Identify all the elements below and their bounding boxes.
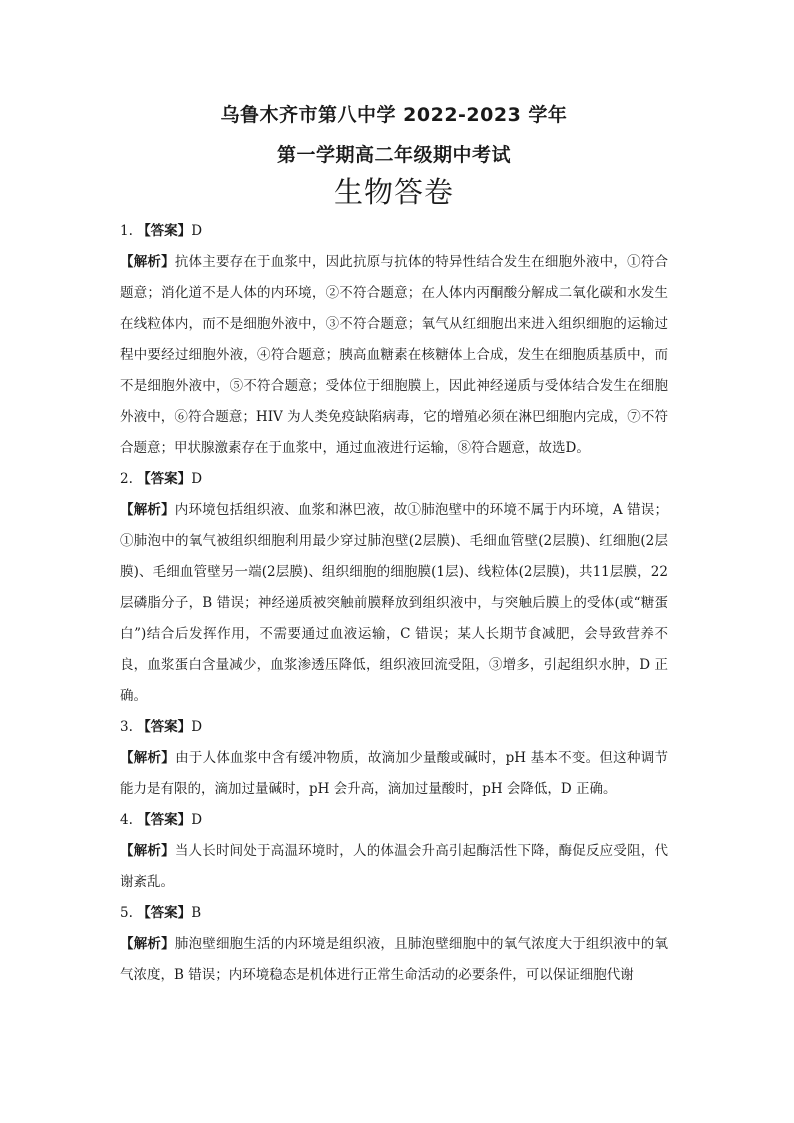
answer-value: D <box>191 719 203 735</box>
answer-label: 【答案】 <box>137 719 192 735</box>
answer-line <box>120 805 668 836</box>
analysis-text: 内环境包括组织液、血浆和淋巴液，故①肺泡壁中的环境不属于内环境，A 错误；①肺泡中的氧气被组织细胞利用最少穿过肺泡壁(2层膜)、毛细血管壁(2层膜)、红细胞(2层膜)、毛细血管壁另一端(2层膜)、组织细胞的细胞膜(1层)、线粒体(2层膜)，共11层膜，22层磷脂分子，B 错误；神经递质被突触前膜释放到组织液中，与突触后膜上的受体(或“糖蛋白”)结合后发挥作用，不需要通过血液运输，C 错误；某人长期节食减肥，会导致营养不良，血浆蛋白含量减少，血浆渗透压降低，组织液回流受阻，③增多，引起组织水肿，D 正确。 <box>120 502 668 704</box>
analysis-label: 【解析】 <box>120 254 175 270</box>
question-1 <box>120 216 668 464</box>
question-3 <box>120 712 668 805</box>
question-4 <box>120 805 668 898</box>
answer-value: D <box>191 812 203 828</box>
analysis-paragraph <box>120 247 668 464</box>
answer-label: 【答案】 <box>137 812 192 828</box>
question-5 <box>120 898 668 991</box>
analysis-paragraph <box>120 743 668 805</box>
question-number: 2. <box>120 471 133 487</box>
analysis-label: 【解析】 <box>120 936 175 952</box>
answer-value: D <box>191 471 203 487</box>
answer-value: B <box>191 905 202 921</box>
answer-label: 【答案】 <box>137 223 192 239</box>
question-number: 4. <box>120 812 133 828</box>
analysis-paragraph <box>120 929 668 991</box>
analysis-text: 抗体主要存在于血浆中，因此抗原与抗体的特异性结合发生在细胞外液中，①符合题意；消化道不是人体的内环境，②不符合题意；在人体内丙酮酸分解成二氧化碳和水发生在线粒体内，而不是细胞外液中，③不符合题意；氧气从红细胞出来进入组织细胞的运输过程中要经过细胞外液，④符合题意；胰高血糖素在核糖体上合成，发生在细胞质基质中，而不是细胞外液中，⑤不符合题意；受体位于细胞膜上，因此神经递质与受体结合发生在细胞外液中，⑥符合题意；HIV 为人类免疫缺陷病毒，它的增殖必须在淋巴细胞内完成，⑦不符合题意；甲状腺激素存在于血浆中，通过血液进行运输，⑧符合题意，故选D。 <box>120 254 669 456</box>
analysis-paragraph <box>120 836 668 898</box>
analysis-label: 【解析】 <box>120 843 175 859</box>
question-2 <box>120 464 668 712</box>
answer-line <box>120 898 668 929</box>
analysis-text: 肺泡壁细胞生活的内环境是组织液，且肺泡壁细胞中的氧气浓度大于组织液中的氧气浓度，B 错误；内环境稳态是机体进行正常生命活动的必要条件，可以保证细胞代谢 <box>120 936 669 983</box>
answer-line <box>120 464 668 495</box>
answer-value: D <box>191 223 203 239</box>
analysis-paragraph <box>120 495 668 712</box>
exam-title-subject: 生物答卷 <box>333 175 454 209</box>
question-number: 3. <box>120 719 133 735</box>
question-number: 1. <box>120 223 133 239</box>
exam-title-term: 第一学期高二年级期中考试 <box>276 144 511 166</box>
answer-line <box>120 712 668 743</box>
analysis-text: 由于人体血浆中含有缓冲物质，故滴加少量酸或碱时，pH 基本不变。但这种调节能力是有限的，滴加过量碱时，pH 会升高，滴加过量酸时，pH 会降低，D 正确。 <box>120 750 668 797</box>
answer-label: 【答案】 <box>137 905 192 921</box>
analysis-text: 当人长时间处于高温环境时，人的体温会升高引起酶活性下降，酶促反应受阻，代谢紊乱。 <box>120 843 669 890</box>
analysis-label: 【解析】 <box>120 502 175 518</box>
exam-title-school: 乌鲁木齐市第八中学 2022-2023 学年 <box>220 104 568 126</box>
answer-label: 【答案】 <box>137 471 192 487</box>
analysis-label: 【解析】 <box>120 750 176 766</box>
answer-line <box>120 216 668 247</box>
question-number: 5. <box>120 905 133 921</box>
